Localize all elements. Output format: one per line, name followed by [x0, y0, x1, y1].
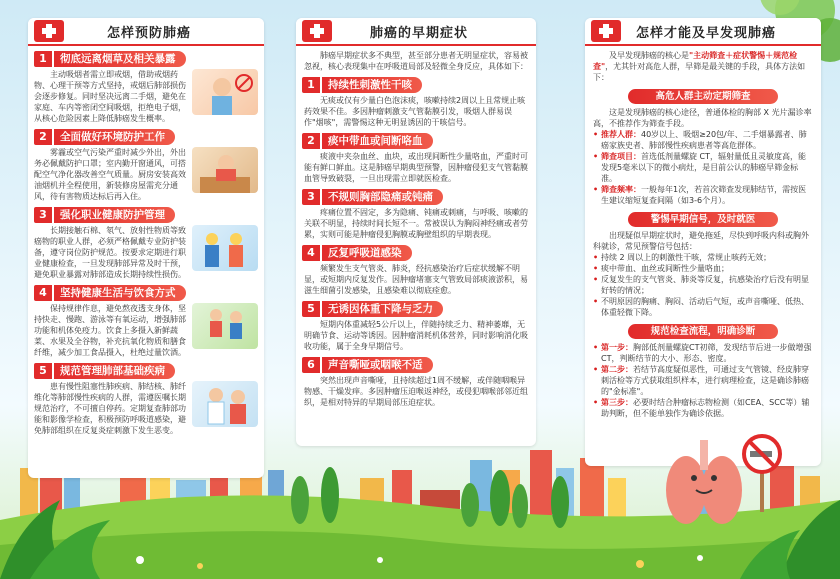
step-text: 胸部低剂量螺旋CT初筛，发现结节后进一步做增强CT，判断结节的大小、形态、密度。: [601, 343, 812, 363]
section-number: 3: [34, 207, 52, 223]
item-label: 推荐人群：: [601, 130, 641, 139]
item-text: 一般每年1次，若首次筛查发现肺结节，需按医生建议缩短复查间隔（如3-6个月）。: [601, 185, 807, 205]
screening-item: [593, 129, 813, 151]
workers-illustration: [192, 225, 258, 271]
section-text: 无痰或仅有少量白色泡沫痰，咳嗽持续2周以上且常规止咳药效果不佳。多因肿瘤刺激支气管黏膜引发，吸烟人群易误作"烟咳"，需警惕这种无明显诱因的干咳信号。: [304, 96, 526, 127]
signal-item: [593, 274, 813, 296]
symptom-section-4: [296, 245, 536, 296]
step-text: 必要时结合肿瘤标志物检测（如CEA、SCC等）辅助判断，但不能单独作为确诊依据。: [601, 398, 810, 418]
step-text: 若结节高度疑似恶性，可通过支气管镜、经皮肺穿刺活检等方式获取组织样本，进行病理检查，这是确诊肺癌的"金标准"。: [601, 365, 809, 396]
symptom-section-5: [296, 301, 536, 352]
item-text: 40岁以上、吸烟≥20包/年、二手烟暴露者、肺癌家族史者、肺部慢性疾病患者等高危群体。: [601, 130, 807, 150]
section-text: 频繁发生支气管炎、肺炎，经抗感染治疗后症状缓解不明显，或短期内反复发作。因肿瘤堵塞支气管致局部痰液淤积，易滋生细菌引发感染，且感染难以彻底痊愈。: [304, 264, 528, 295]
intro-suffix: ，尤其针对高危人群，早筛是最关键的手段，具体方法如下：: [593, 62, 806, 82]
cooking-illustration: [192, 147, 258, 193]
screening-text: [593, 107, 813, 129]
panel-header: [585, 18, 821, 46]
bullet-icon: •: [593, 343, 599, 352]
signal-item: [593, 263, 813, 274]
step-label: 第三步：: [601, 398, 633, 407]
screening-item: [593, 151, 813, 184]
no-smoking-illustration: [192, 69, 258, 115]
panel-prevention: [28, 18, 264, 478]
section-title: 无诱因体重下降与乏力: [322, 301, 443, 317]
section-number: 6: [302, 357, 320, 373]
bullet-icon: •: [593, 264, 599, 273]
detection-intro: [593, 50, 813, 83]
section-text: 患有慢性阻塞性肺疾病、肺结核、肺纤维化等肺部慢性疾病的人群，需遵医嘱长期规范治疗，不可擅自停药。定期复查肺部功能和影像学检查，积极预防呼吸道感染，避免肺部组织在反复炎症刺激下发生恶变。: [34, 382, 186, 435]
medical-cross-icon: [34, 20, 64, 42]
bullet-icon: •: [593, 253, 599, 262]
panel-early-symptoms: [296, 18, 536, 446]
symptom-section-6: [296, 357, 536, 408]
pill-diagnosis: 规范检查流程，明确诊断: [628, 324, 778, 339]
section-number: 4: [302, 245, 320, 261]
section-title: 坚持健康生活与饮食方式: [54, 285, 186, 301]
signal-text: 痰中带血、血丝或间断性少量咯血；: [601, 264, 729, 273]
intro-highlight: "主动筛查＋症状警惕＋规范检查": [593, 51, 798, 71]
bullet-icon: •: [593, 152, 599, 161]
signal-text: 持续 2 周以上的刺激性干咳，常规止咳药无效；: [601, 253, 772, 262]
signal-text: 反复发生的支气管炎、肺炎等反复，抗感染治疗后没有明显好转的情况；: [601, 275, 809, 295]
section-text: 保持规律作息，避免熬夜透支身体，坚持快走、慢跑、游泳等有氧运动，增强肺部功能和机体免疫力。饮食上多摄入新鲜蔬菜、水果及全谷物，补充抗氧化物质和膳食纤维，减少加工食品摄入，杜绝过量饮酒。: [34, 304, 186, 357]
prevention-section-2: [28, 129, 264, 202]
no-smoking-sign-icon: [740, 432, 784, 512]
section-title: 强化职业健康防护管理: [54, 207, 175, 223]
step-item: [593, 397, 813, 419]
section-text: 短期内体重减轻5公斤以上，伴随持续乏力、精神萎靡，无明确节食、运动等诱因。因肿瘤消耗机体营养，同时影响消化吸收功能，属于全身早期信号。: [304, 320, 528, 351]
section-title: 规范管理肺部基础疾病: [54, 363, 175, 379]
section-title: 不规则胸部隐痛或钝痛: [322, 189, 443, 205]
symptom-section-2: [296, 133, 536, 184]
symptom-section-1: [296, 77, 536, 128]
bullet-icon: •: [593, 275, 599, 284]
doctor-illustration: [192, 381, 258, 427]
intro-prefix: 及早发现肺癌的核心是: [609, 51, 689, 60]
screening-desc: 这是发现肺癌的核心途径，普通体检的胸部 X 光片漏诊率高，不推荐作为筛查手段。: [593, 108, 812, 128]
prevention-section-5: [28, 363, 264, 436]
signal-text: 不明原因的胸痛、胸闷、活动后气短，或声音嘶哑、低热、体重轻微下降。: [601, 297, 809, 317]
section-number: 2: [302, 133, 320, 149]
section-number: 2: [34, 129, 52, 145]
section-text: 雾霾或空气污染严重时减少外出，外出务必佩戴防护口罩；室内勤开窗通风，可搭配空气净化器改善空气质量。厨房安装高效油烟机并全程使用，新装修房屋需充分通风，待有害物质达标后再入住。: [34, 148, 186, 201]
section-text: 长期接触石棉、氡气、放射性物质等致癌物的职业人群，必须严格佩戴专业防护装备，遵守岗位防护规范。按要求定期进行职业健康检查，一旦发现肺部异常及时干预，避免职业暴露对肺部造成长期持续性损伤。: [34, 226, 186, 279]
section-text: 突然出现声音嘶哑，且持续超过1周不缓解，或伴随咽喉异物感、干燥发痒。多因肿瘤压迫喉返神经，或侵犯咽喉部邻近组织，是相对特异的早期局部压迫症状。: [304, 376, 528, 407]
section-text: 主动吸烟者需立即戒烟，借助戒烟药物、心理干预等方式坚持，戒烟后肺部损伤会逐步修复。同时坚决远离二手烟，避免在家庭、车内等密闭空间吸烟，拒绝电子烟，从核心危险因素上降低肺癌发生概率。: [34, 70, 186, 123]
section-title: 全面做好环境防护工作: [54, 129, 175, 145]
bullet-icon: •: [593, 365, 599, 374]
jogging-illustration: [192, 303, 258, 349]
section-number: 3: [302, 189, 320, 205]
pill-screening: 高危人群主动定期筛查: [628, 89, 778, 104]
prevention-section-3: [28, 207, 264, 280]
panel-title: 怎样预防肺癌: [106, 25, 191, 41]
step-item: [593, 364, 813, 397]
prevention-section-4: [28, 285, 264, 358]
bullet-icon: •: [593, 130, 599, 139]
step-item: [593, 342, 813, 364]
signal-item: [593, 296, 813, 318]
section-number: 5: [302, 301, 320, 317]
signal-item: [593, 252, 813, 263]
section-text: 痰液中夹杂血丝、血块，或出现间断性少量咯血，严重时可能有鲜口鲜血。这是肺癌早期典型预警，因肿瘤侵犯支气管黏膜血管导致破裂，一旦出现需立即就医检查。: [304, 152, 528, 183]
section-number: 4: [34, 285, 52, 301]
section-number: 5: [34, 363, 52, 379]
panel-early-detection: [585, 18, 821, 466]
lung-mascot-icon: [664, 430, 744, 540]
section-number: 1: [302, 77, 320, 93]
pill-signals: 警惕早期信号，及时就医: [628, 212, 778, 227]
panel-title: 肺癌的早期症状: [369, 25, 468, 41]
step-label: 第二步：: [601, 365, 633, 374]
section-title: 彻底远离烟草及相关暴露: [54, 51, 186, 67]
medical-cross-icon: [591, 20, 621, 42]
section-title: 声音嘶哑或咽喉不适: [322, 357, 433, 373]
section-title: 持续性刺激性干咳: [322, 77, 422, 93]
step-label: 第一步：: [601, 343, 633, 352]
bullet-icon: •: [593, 398, 599, 407]
item-label: 筛查频率：: [601, 185, 641, 194]
panel-header: [28, 18, 264, 46]
symptom-section-3: [296, 189, 536, 240]
section-number: 1: [34, 51, 52, 67]
screening-item: [593, 184, 813, 206]
bullet-icon: •: [593, 185, 599, 194]
section-text: 疼痛位置不固定，多为隐痛、钝痛或刺痛，与呼吸、咳嗽的关联不明显，持续时间长短不一。常被误认为胸闷神经痛或者劳累，实则可能是肿瘤侵犯胸膜或胸壁组织的早期表现。: [304, 208, 528, 239]
panel-header: [296, 18, 536, 46]
item-text: 首选低剂量螺旋 CT，辐射量低且灵敏度高，能发现5毫米以下的微小病灶，是目前公认的肺癌早筛金标准。: [601, 152, 807, 183]
section-title: 反复呼吸道感染: [322, 245, 412, 261]
item-label: 筛查项目：: [601, 152, 641, 161]
panel-title: 怎样才能及早发现肺癌: [635, 25, 776, 41]
signals-desc: 出现疑似早期症状时，避免拖延，尽快到呼吸内科或胸外科就诊，常见预警信号包括：: [593, 231, 809, 251]
prevention-section-1: [28, 51, 264, 124]
symptoms-intro: 肺癌早期症状多不典型，甚至部分患者无明显症状，容易被忽视，核心表现集中在呼吸道局部及轻微全身反应，具体如下：: [304, 51, 528, 71]
bullet-icon: •: [593, 297, 599, 306]
medical-cross-icon: [302, 20, 332, 42]
section-title: 痰中带血或间断咯血: [322, 133, 433, 149]
signals-text: [593, 230, 813, 252]
